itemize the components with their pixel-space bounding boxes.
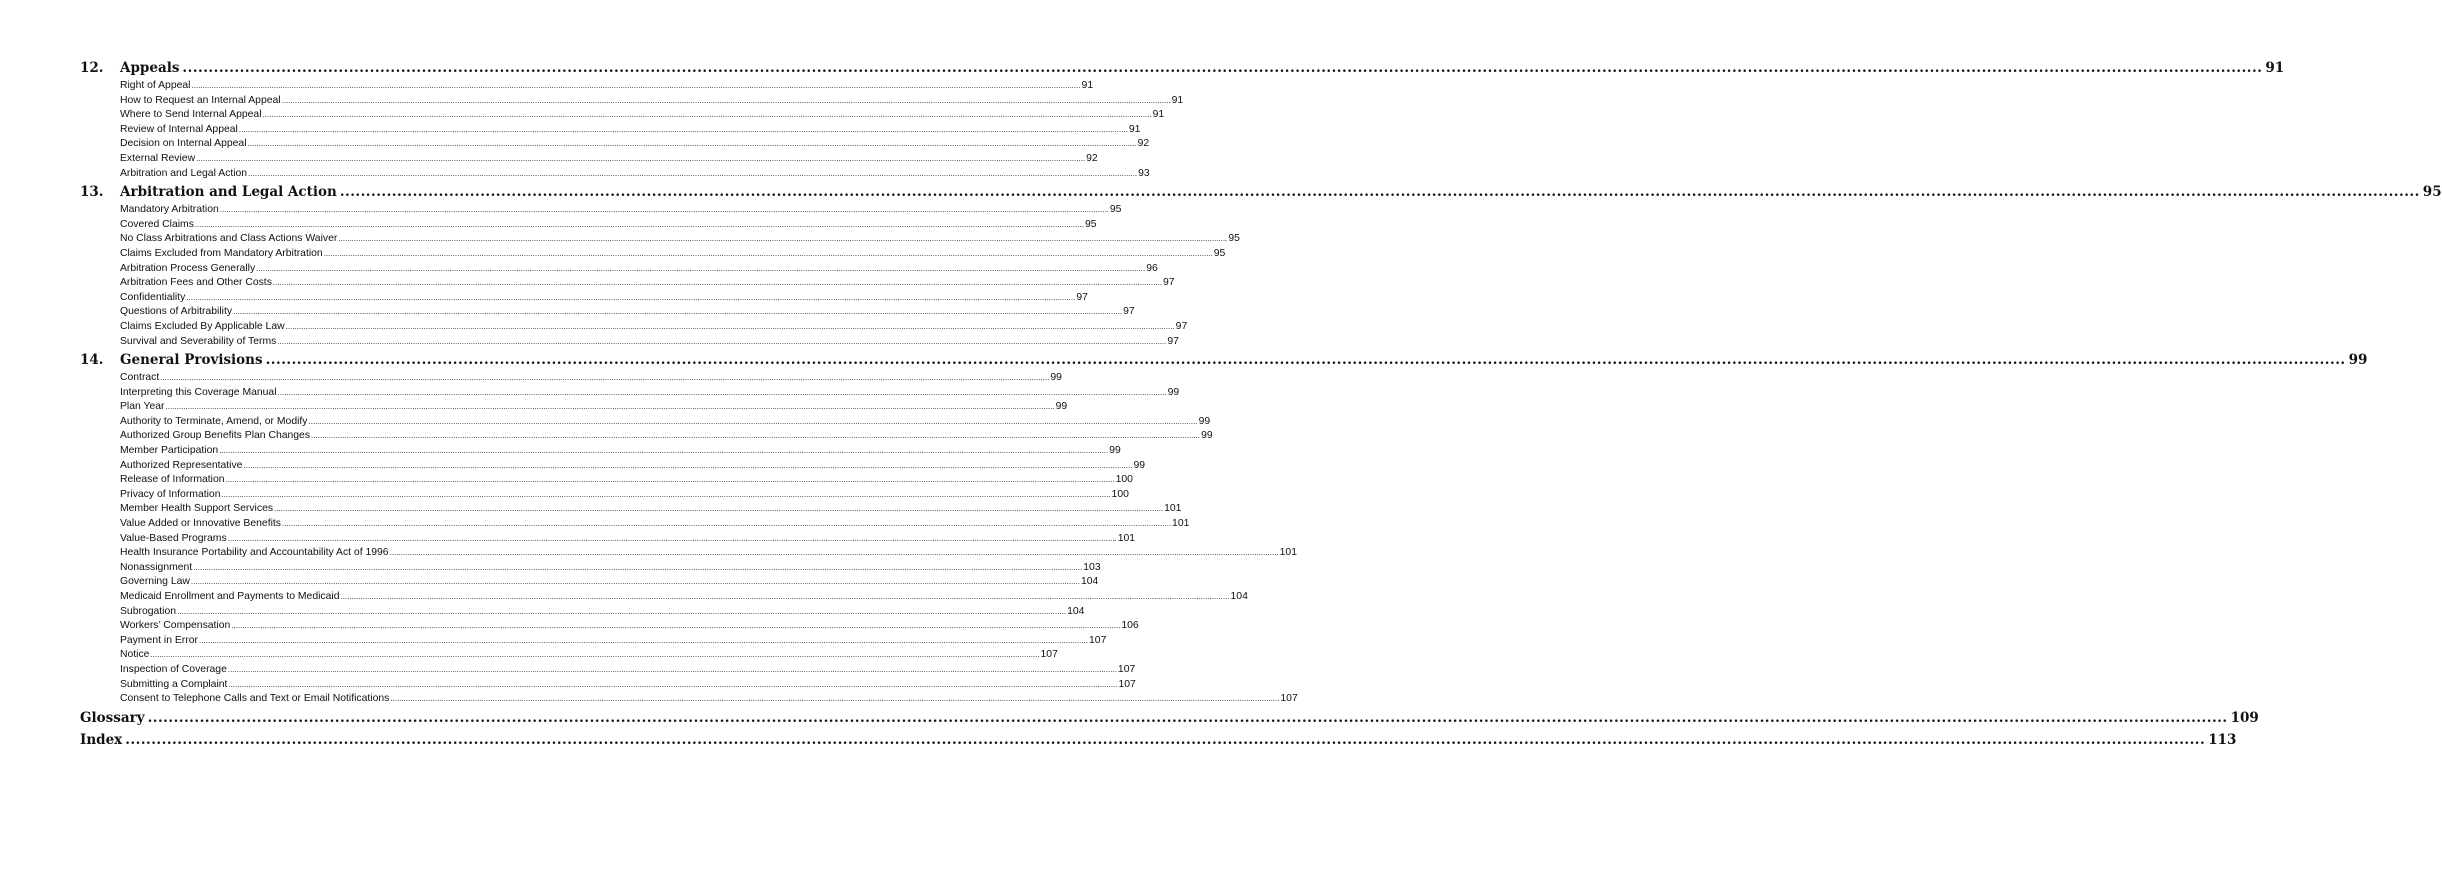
entry-title: Payment in Error (120, 634, 198, 646)
entry-page-number: 93 (1138, 167, 1150, 179)
entry-title: Value Added or Innovative Benefits (120, 518, 281, 530)
entry-title: Submitting a Complaint (120, 678, 228, 690)
dot-leader: ................................................................................................................................................................................................................................................................................................................................................................................................................ (233, 307, 1123, 317)
dot-leader: ................................................................................................................................................................................................................................................................................................................................................................................................................ (285, 321, 1175, 331)
section-number: 14. (80, 352, 104, 369)
entry-title: Claims Excluded By Applicable Law (120, 320, 285, 332)
toc-entry[interactable] (120, 488, 1129, 504)
section-page-number: 91 (2265, 60, 2285, 76)
entry-page-number: 91 (1081, 80, 1094, 91)
section-page-number: 95 (2422, 184, 2442, 201)
dot-leader: ................................................................................................................................................................................................................................................................................................................................................................................................................ (243, 460, 1133, 470)
toc-entry[interactable] (120, 306, 1135, 321)
entry-page-number: 99 (1050, 372, 1062, 384)
dot-leader: ................................................................................................................................................................................................................................................................................................................................................................................................................ (191, 81, 1081, 90)
toc-entry[interactable] (120, 415, 1211, 431)
entry-title: Authorized Representative (120, 459, 243, 471)
entry-page-number: 106 (1121, 620, 1139, 632)
toc-entry[interactable] (120, 634, 1107, 650)
dot-leader: ................................................................................................................................................................................................................................................................................................................................................................................................................ (277, 387, 1167, 397)
entry-page-number: 97 (1175, 320, 1188, 332)
entry-page-number: 104 (1080, 576, 1099, 588)
entry-title: Member Health Support Services (120, 503, 274, 515)
section-heading[interactable] (80, 352, 2368, 372)
section-title: General Provisions (120, 352, 263, 369)
entry-page-number: 100 (1111, 488, 1129, 500)
section-page-number: 99 (2348, 352, 2368, 369)
index-heading[interactable] (80, 731, 2237, 752)
toc-entry[interactable] (120, 693, 1298, 708)
dot-leader: ................................................................................................................................................................................................................................................................................................................................................................................................................ (193, 562, 1083, 572)
dot-leader: ................................................................................................................................................................................................................................................................................................................................................................................................................ (311, 431, 1201, 441)
entry-page-number: 97 (1123, 306, 1135, 318)
toc-entry[interactable] (120, 620, 1139, 635)
entry-page-number: 99 (1109, 445, 1121, 457)
entry-title: Nonassignment (120, 561, 193, 573)
entry-page-number: 107 (1040, 649, 1058, 661)
dot-leader: ................................................................................................................................................................................................................................................................................................................................................................................................................ (274, 504, 1164, 514)
dot-leader: ................................................................................................................................................................................................................................................................................................................................................................................................................ (147, 709, 2228, 726)
dot-leader: ................................................................................................................................................................................................................................................................................................................................................................................................................ (338, 234, 1228, 244)
entry-page-number: 97 (1162, 277, 1175, 289)
entry-title: Member Participation (120, 445, 219, 457)
entry-title: Decision on Internal Appeal (120, 138, 247, 150)
dot-leader: ................................................................................................................................................................................................................................................................................................................................................................................................................ (186, 292, 1076, 302)
entry-page-number: 107 (1118, 678, 1136, 690)
entry-page-number: 107 (1089, 634, 1107, 646)
entry-title: Mandatory Arbitration (120, 204, 219, 216)
dot-leader: ................................................................................................................................................................................................................................................................................................................................................................................................................ (323, 248, 1213, 258)
toc-entry[interactable] (120, 445, 1121, 460)
entry-page-number: 95 (1213, 247, 1226, 259)
toc-entry[interactable] (120, 649, 1058, 664)
toc-entry[interactable] (120, 605, 1085, 621)
entry-title: Health Insurance Portability and Accountability Act of 1996 (120, 547, 389, 559)
entry-page-number: 99 (1133, 459, 1146, 471)
toc-entry[interactable] (120, 547, 1297, 562)
entry-title: Authority to Terminate, Amend, or Modify (120, 415, 308, 427)
toc-entry[interactable] (120, 678, 1136, 694)
dot-leader: ................................................................................................................................................................................................................................................................................................................................................................................................................ (219, 205, 1109, 215)
dot-leader: ................................................................................................................................................................................................................................................................................................................................................................................................................ (248, 168, 1138, 178)
dot-leader: ................................................................................................................................................................................................................................................................................................................................................................................................................ (227, 664, 1117, 674)
entry-title: How to Request an Internal Appeal (120, 94, 281, 106)
entry-title: Interpreting this Coverage Manual (120, 386, 277, 398)
toc-entry[interactable] (120, 561, 1101, 577)
dot-leader: ................................................................................................................................................................................................................................................................................................................................................................................................................ (228, 679, 1118, 689)
glossary-heading[interactable] (80, 709, 2259, 730)
toc-entry[interactable] (120, 401, 1068, 416)
toc-entry[interactable] (120, 218, 1097, 234)
dot-leader: ................................................................................................................................................................................................................................................................................................................................................................................................................ (194, 219, 1084, 229)
entry-title: Right of Appeal (120, 80, 191, 91)
toc-entry[interactable] (120, 663, 1136, 679)
toc-entry[interactable] (120, 94, 1184, 110)
toc-entry[interactable] (120, 138, 1150, 153)
entry-page-number: 99 (1167, 386, 1180, 398)
toc-entry[interactable] (120, 320, 1188, 336)
dot-leader: ................................................................................................................................................................................................................................................................................................................................................................................................................ (281, 95, 1171, 105)
dot-leader: ................................................................................................................................................................................................................................................................................................................................................................................................................ (196, 153, 1086, 163)
entry-title: Inspection of Coverage (120, 663, 227, 675)
section-number: 12. (80, 60, 104, 76)
toc-entry[interactable] (120, 386, 1180, 402)
entry-page-number: 91 (1152, 109, 1165, 121)
entry-title: Value-Based Programs (120, 532, 227, 544)
dot-leader: ................................................................................................................................................................................................................................................................................................................................................................................................................ (281, 519, 1172, 529)
toc-entry[interactable] (120, 152, 1098, 168)
entry-title: Medicaid Enrollment and Payments to Medicaid (120, 591, 340, 602)
entry-page-number: 95 (1084, 218, 1097, 230)
dot-leader: ................................................................................................................................................................................................................................................................................................................................................................................................................ (308, 416, 1198, 426)
entry-page-number: 97 (1076, 291, 1088, 303)
dot-leader: ................................................................................................................................................................................................................................................................................................................................................................................................................ (190, 577, 1080, 587)
index-title: Index (80, 731, 123, 748)
entry-page-number: 101 (1279, 547, 1297, 559)
toc-entry[interactable] (120, 430, 1213, 445)
entry-page-number: 96 (1146, 262, 1158, 274)
dot-leader: ................................................................................................................................................................................................................................................................................................................................................................................................................ (225, 475, 1115, 485)
dot-leader: ................................................................................................................................................................................................................................................................................................................................................................................................................ (150, 650, 1040, 660)
dot-leader: ................................................................................................................................................................................................................................................................................................................................................................................................................ (219, 446, 1109, 456)
entry-title: Authorized Group Benefits Plan Changes (120, 430, 311, 442)
entry-title: Subrogation (120, 605, 177, 617)
section-heading[interactable] (80, 184, 2442, 204)
toc-entry[interactable] (120, 474, 1133, 489)
entry-title: Questions of Arbitrability (120, 306, 233, 318)
entry-title: Arbitration and Legal Action (120, 167, 248, 179)
entry-title: No Class Arbitrations and Class Actions Waiver (120, 233, 338, 245)
table-of-contents (80, 58, 2442, 752)
entry-title: Confidentiality (120, 291, 186, 303)
entry-title: Claims Excluded from Mandatory Arbitration (120, 247, 323, 259)
entry-page-number: 104 (1230, 591, 1248, 602)
dot-leader: ................................................................................................................................................................................................................................................................................................................................................................................................................ (238, 124, 1128, 134)
dot-leader: ................................................................................................................................................................................................................................................................................................................................................................................................................ (221, 489, 1111, 499)
section-heading[interactable] (80, 60, 2285, 80)
toc-entry[interactable] (120, 372, 1062, 387)
toc-entry[interactable] (120, 291, 1088, 307)
entry-page-number: 101 (1172, 518, 1190, 530)
entry-page-number: 91 (1128, 123, 1141, 135)
entry-title: External Review (120, 152, 196, 164)
entry-page-number: 95 (1109, 204, 1122, 216)
entry-page-number: 97 (1167, 335, 1179, 347)
dot-leader: ................................................................................................................................................................................................................................................................................................................................................................................................................ (339, 184, 2420, 201)
entry-page-number: 95 (1228, 233, 1240, 245)
dot-leader: ................................................................................................................................................................................................................................................................................................................................................................................................................ (265, 352, 2346, 369)
entry-title: Release of Information (120, 474, 225, 486)
glossary-title: Glossary (80, 709, 145, 726)
dot-leader: ................................................................................................................................................................................................................................................................................................................................................................................................................ (227, 533, 1117, 543)
entry-page-number: 100 (1115, 474, 1133, 486)
toc-entry[interactable] (120, 247, 1226, 263)
dot-leader: ................................................................................................................................................................................................................................................................................................................................................................................................................ (231, 621, 1121, 631)
toc-entry[interactable] (120, 277, 1175, 292)
entry-title: Survival and Severability of Terms (120, 335, 277, 347)
toc-entry[interactable] (120, 591, 1248, 606)
toc-entry[interactable] (120, 204, 1122, 219)
toc-entry[interactable] (120, 576, 1099, 591)
toc-entry[interactable] (120, 109, 1165, 124)
entry-page-number: 99 (1198, 415, 1211, 427)
entry-page-number: 104 (1067, 605, 1085, 617)
glossary-page-number: 109 (2230, 709, 2259, 726)
entry-title: Contract (120, 372, 160, 384)
entry-title: Governing Law (120, 576, 190, 588)
entry-page-number: 107 (1117, 663, 1136, 675)
entry-title: Workers’ Compensation (120, 620, 231, 632)
dot-leader: ................................................................................................................................................................................................................................................................................................................................................................................................................ (390, 694, 1280, 704)
toc-entry[interactable] (120, 262, 1158, 278)
dot-leader: ................................................................................................................................................................................................................................................................................................................................................................................................................ (340, 592, 1230, 601)
entry-page-number: 101 (1117, 532, 1136, 544)
toc-entry[interactable] (120, 518, 1190, 533)
toc-entry[interactable] (120, 80, 1094, 95)
entry-title: Notice (120, 649, 150, 661)
toc-entry[interactable] (120, 233, 1240, 248)
toc-entry[interactable] (120, 167, 1150, 183)
entry-title: Arbitration Fees and Other Costs (120, 277, 272, 289)
entry-page-number: 101 (1164, 503, 1182, 515)
entry-page-number: 92 (1137, 138, 1150, 150)
dot-leader: ................................................................................................................................................................................................................................................................................................................................................................................................................ (125, 731, 2206, 748)
dot-leader: ................................................................................................................................................................................................................................................................................................................................................................................................................ (272, 278, 1162, 288)
toc-entry[interactable] (120, 532, 1136, 548)
section-title: Arbitration and Legal Action (120, 184, 337, 201)
entry-title: Privacy of Information (120, 488, 221, 500)
entry-page-number: 99 (1055, 401, 1068, 413)
section-title: Appeals (120, 60, 180, 76)
dot-leader: ................................................................................................................................................................................................................................................................................................................................................................................................................ (277, 336, 1167, 346)
entry-title: Where to Send Internal Appeal (120, 109, 262, 121)
toc-entry[interactable] (120, 123, 1141, 139)
index-page-number: 113 (2208, 731, 2237, 748)
entry-page-number: 91 (1171, 94, 1184, 106)
dot-leader: ................................................................................................................................................................................................................................................................................................................................................................................................................ (198, 635, 1089, 645)
dot-leader: ................................................................................................................................................................................................................................................................................................................................................................................................................ (262, 110, 1152, 120)
entry-title: Plan Year (120, 401, 165, 413)
toc-entry[interactable] (120, 335, 1179, 351)
entry-page-number: 103 (1083, 561, 1101, 573)
dot-leader: ................................................................................................................................................................................................................................................................................................................................................................................................................ (177, 606, 1067, 616)
entry-page-number: 92 (1086, 152, 1098, 164)
entry-title: Review of Internal Appeal (120, 123, 238, 135)
dot-leader: ................................................................................................................................................................................................................................................................................................................................................................................................................ (389, 548, 1279, 558)
toc-entry[interactable] (120, 459, 1146, 475)
entry-page-number: 99 (1201, 430, 1213, 442)
entry-page-number: 107 (1280, 693, 1298, 705)
dot-leader: ................................................................................................................................................................................................................................................................................................................................................................................................................ (182, 60, 2263, 76)
dot-leader: ................................................................................................................................................................................................................................................................................................................................................................................................................ (247, 139, 1137, 149)
entry-title: Arbitration Process Generally (120, 262, 256, 274)
entry-title: Consent to Telephone Calls and Text or Email Notifications (120, 693, 390, 705)
dot-leader: ................................................................................................................................................................................................................................................................................................................................................................................................................ (160, 373, 1050, 383)
toc-entry[interactable] (120, 503, 1182, 518)
dot-leader: ................................................................................................................................................................................................................................................................................................................................................................................................................ (165, 402, 1055, 412)
section-number: 13. (80, 184, 104, 201)
entry-title: Covered Claims (120, 218, 194, 230)
dot-leader: ................................................................................................................................................................................................................................................................................................................................................................................................................ (256, 263, 1146, 273)
